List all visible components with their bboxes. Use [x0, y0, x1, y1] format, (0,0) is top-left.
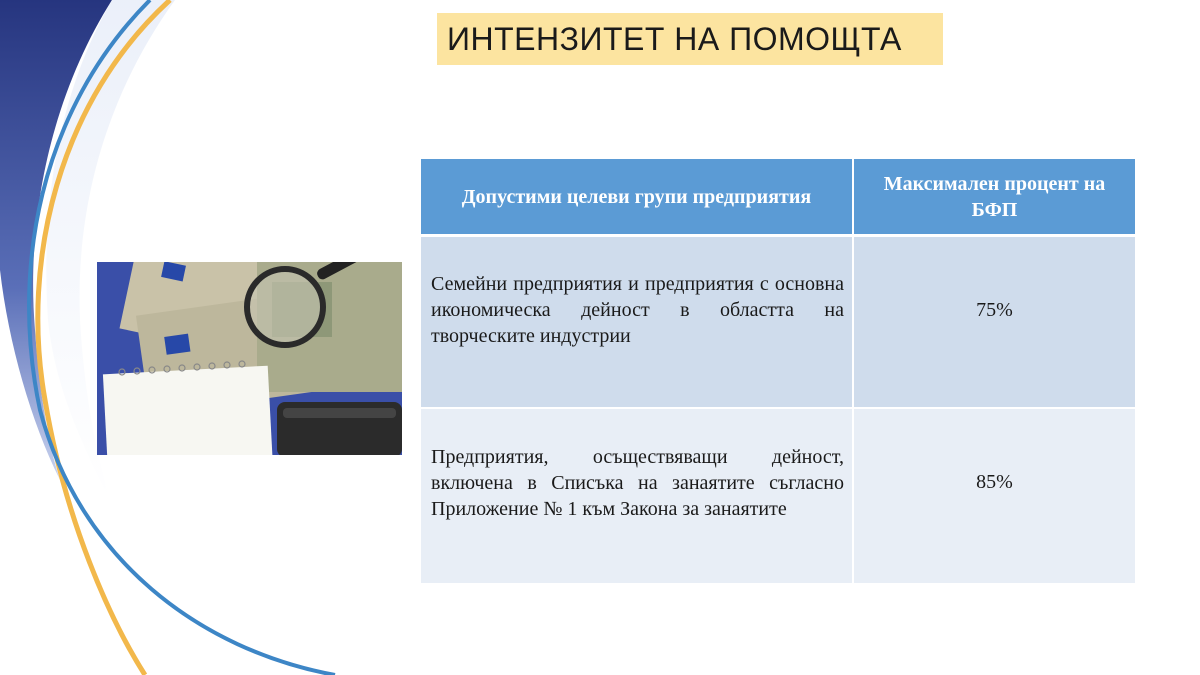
- money-photo: [97, 262, 402, 455]
- table-row: [421, 408, 1135, 583]
- target-group-cell: Семейни предприятия и предприятия с основна икономическа дейност в областта на творческите индустрии: [421, 236, 853, 408]
- header-max-percent: Максимален процент на БФП: [853, 159, 1135, 236]
- page-title: ИНТЕНЗИТЕТ НА ПОМОЩТА: [447, 20, 902, 57]
- percent-cell: 75%: [853, 236, 1135, 408]
- aid-intensity-table: [421, 159, 1135, 583]
- title-banner: [437, 13, 943, 65]
- percent-cell: 85%: [853, 408, 1135, 583]
- table-header-row: [421, 159, 1135, 236]
- target-group-cell: Предприятия, осъществяващи дейност, включена в Списъка на занаятите съгласно Приложение № 1 към Закона за занаятите: [421, 408, 853, 583]
- wallet: [277, 402, 402, 455]
- table-row: [421, 236, 1135, 408]
- header-target-groups: Допустими целеви групи предприятия: [421, 159, 853, 236]
- notepad: [103, 361, 272, 455]
